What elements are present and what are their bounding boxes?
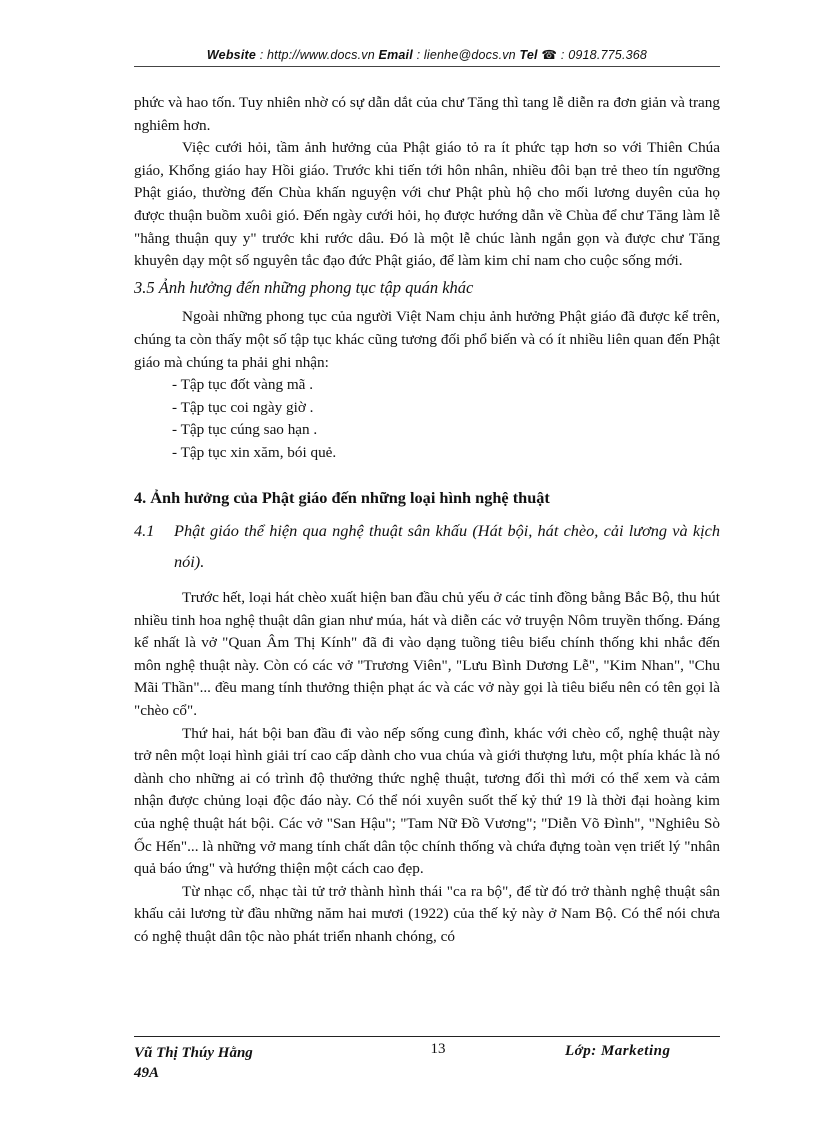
tel-value: : 0918.775.368 (557, 48, 648, 62)
list-item: - Tập tục cúng sao hạn . (172, 421, 318, 439)
footer-class-label: Lớp: Marketing (565, 1043, 671, 1059)
page-number: 13 (430, 1041, 446, 1057)
phone-icon: ☎ (541, 48, 558, 62)
website-value: : http://www.docs.vn (256, 48, 379, 62)
email-value: : lienhe@docs.vn (412, 48, 520, 62)
list-item: - Tập tục xin xăm, bói quẻ. (172, 443, 337, 461)
paragraph-hat-boi: Thứ hai, hát bội ban đầu đi vào nếp sống cung đình, khác với chèo cổ, nghệ thuật này trở nên một loại hình giải trí cao cấp dành cho vua chúa và giới thượng lưu, một phía khác là nó dành cho những ai có trình độ thưởng thức nghệ thuật, tương đối thì mới có thể xem và cảm nhận được chủng loại độc đáo này. Có thể nói xuyên suốt thế kỷ thứ 19 là thời đại hoàng kim của nghệ thuật hát bội. Các vở "San Hậu"; "Tam Nữ Đồ Vương"; "Diễn Võ Đình", "Nghiêu Sò Ốc Hến"... là những vở mang tính chất dân tộc chính thống và chứa đựng toàn vẹn triết lý "nhân quả báo ứng" và hướng thiện một cách cao đẹp. (134, 724, 720, 878)
subheading-4-1 (134, 515, 720, 577)
tel-label: Tel (519, 48, 538, 62)
footer-divider (134, 1036, 720, 1037)
paragraph-customs: Ngoài những phong tục của người Việt Nam chịu ảnh hưởng Phật giáo đã được kể trên, chúng ta còn thấy một số tập tục khác cũng tương đối phổ biến và có ít nhiều liên quan đến Phật giáo mà chúng ta phải ghi nhận: (134, 308, 720, 371)
paragraph-cai-luong: Từ nhạc cổ, nhạc tài tử trở thành hình thái "ca ra bộ", để từ đó trở thành nghệ thuật sân khấu cải lương từ đầu những năm hai mươi (1922) của thế kỷ này ở Nam Bộ. Có thể nói chưa có nghệ thuật dân tộc nào phát triển nhanh chóng, có (134, 882, 720, 945)
list-item: - Tập tục đốt vàng mã . (172, 376, 314, 394)
author-class-code: 49A (134, 1065, 160, 1081)
section-heading-4: 4. Ảnh hưởng của Phật giáo đến những loại hình nghệ thuật (134, 487, 550, 507)
header-divider (134, 66, 720, 67)
subheading-3-5: 3.5 Ảnh hưởng đến những phong tục tập quán khác (134, 277, 474, 297)
footer-author (134, 1043, 334, 1083)
website-label: Website (206, 48, 257, 62)
author-name: Vũ Thị Thúy Hằng (134, 1045, 253, 1061)
subheading-4-1-text: Phật giáo thể hiện qua nghệ thuật sân khấu (Hát bội, hát chèo, cải lương và kịch nói). (174, 521, 720, 572)
paragraph-cheo: Trước hết, loại hát chèo xuất hiện ban đầu chủ yếu ở các tỉnh đồng bằng Bắc Bộ, thu hút nhiều tinh hoa nghệ thuật dân gian như múa, hát và diễn các vở truyện Nôm truyền thống. Đáng kể nhất là vở "Quan Âm Thị Kính" đã đi vào dạng tuồng tiêu biểu chính thống khi nhắc đến môn nghệ thuật này. Còn có các vở "Trương Viên", "Lưu Bình Dương Lễ", "Kim Nhan", "Chu Mãi Thần"... đều mang tính thưởng thiện phạt ác và các vở này gọi là tiêu biểu nên có tên gọi là "chèo cổ". (134, 589, 720, 720)
document-body (134, 92, 720, 949)
subheading-4-1-number: 4.1 (134, 521, 155, 541)
email-label: Email (378, 48, 413, 62)
page-header (134, 47, 720, 62)
paragraph-wedding: Việc cưới hỏi, tầm ảnh hưởng của Phật giáo tỏ ra ít phức tạp hơn so với Thiên Chúa giáo, Khổng giáo hay Hồi giáo. Trước khi tiến tới hôn nhân, nhiều đôi bạn trẻ theo tín ngưỡng Phật giáo, thường đến Chùa khấn nguyện với chư Phật phù hộ cho mối lương duyên của họ được thuận buồm xuôi gió. Đến ngày cưới hỏi, họ được hướng dẫn về Chùa để chư Tăng làm lễ "hằng thuận quy y" trước khi rước dâu. Đó là một lễ chúc lành ngắn gọn và được chư Tăng khuyên dạy một số nguyên tắc đạo đức Phật giáo, để làm kim chỉ nam cho cuộc sống mới. (134, 139, 720, 270)
paragraph-continuation: phức và hao tốn. Tuy nhiên nhờ có sự dẫn dắt của chư Tăng thì tang lễ diễn ra đơn giản và trang nghiêm hơn. (134, 94, 720, 134)
list-item: - Tập tục coi ngày giờ . (172, 398, 314, 416)
